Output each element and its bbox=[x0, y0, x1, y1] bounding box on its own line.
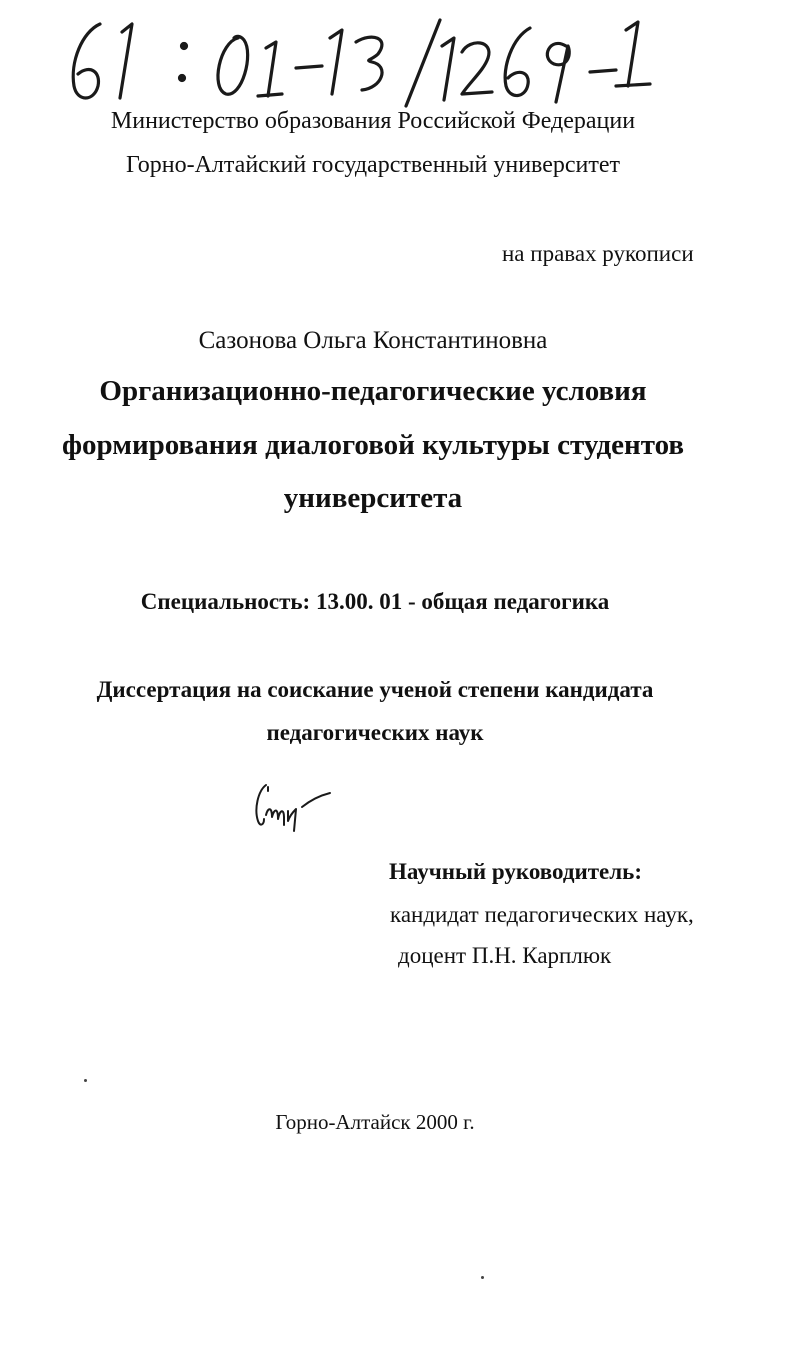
author-name: Сазонова Ольга Константиновна bbox=[198, 327, 548, 354]
manuscript-rights-note: на правах рукописи bbox=[502, 241, 694, 266]
supervisor-label: Научный руководитель: bbox=[389, 859, 642, 884]
scan-speck bbox=[481, 1276, 484, 1279]
handwritten-archive-code bbox=[60, 2, 660, 112]
dissertation-degree-line-1: Диссертация на соискание ученой степени кандидата bbox=[96, 677, 654, 702]
ministry-name: Министерство образования Российской Федерации bbox=[110, 108, 636, 134]
author-signature bbox=[252, 775, 342, 835]
dissertation-degree-line-2: педагогических наук bbox=[266, 720, 484, 745]
supervisor-name: доцент П.Н. Карплюк bbox=[398, 943, 612, 968]
city-and-year: Горно-Алтайск 2000 г. bbox=[275, 1110, 475, 1134]
specialty-line: Специальность: 13.00. 01 - общая педагогика bbox=[140, 589, 610, 614]
university-name: Горно-Алтайский государственный университет bbox=[125, 152, 620, 178]
supervisor-degree: кандидат педагогических наук, bbox=[390, 902, 694, 927]
dissertation-title-line-2: формирования диалоговой культуры студентов bbox=[61, 429, 685, 461]
dissertation-title-line-3: университета bbox=[283, 482, 463, 514]
dissertation-title-line-1: Организационно-педагогические условия bbox=[99, 375, 647, 407]
scan-speck bbox=[84, 1079, 87, 1082]
